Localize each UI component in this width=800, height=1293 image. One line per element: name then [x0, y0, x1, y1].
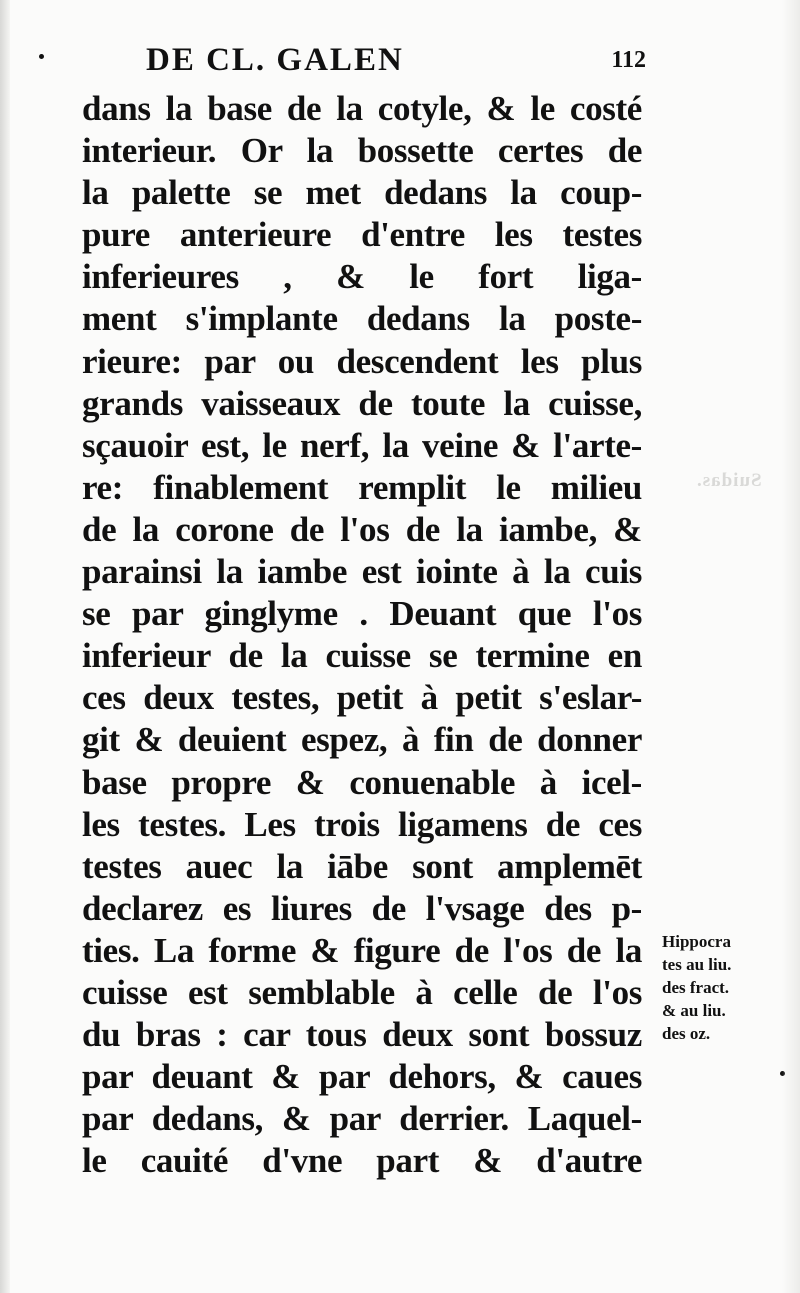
text-line: sçauoir est, le nerf, la veine & l'arte-	[82, 425, 642, 465]
text-line: ces deux testes, petit à petit s'eslar-	[82, 678, 642, 718]
text-line: declarez es liures de l'vsage des p-	[82, 888, 642, 928]
text-line: inferieur de la cuisse se termine en	[82, 636, 642, 676]
text-line: testes auec la iābe sont amplemēt	[82, 846, 642, 886]
text-line: base propre & conuenable à icel-	[82, 762, 642, 802]
text-line: ment s'implante dedans la poste-	[82, 299, 642, 339]
running-title: DE CL. GALEN	[146, 42, 404, 78]
main-text-block	[82, 88, 657, 1182]
text-line: re: finablement remplit le milieu	[82, 467, 642, 507]
text-line: interieur. Or la bossette certes de	[82, 131, 642, 171]
show-through-text: Suidas.	[696, 470, 762, 491]
margin-note-line: Hippocra	[662, 932, 731, 951]
margin-note-line: des fract.	[662, 978, 730, 997]
text-line: cuisse est semblable à celle de l'os	[82, 972, 642, 1012]
margin-note	[662, 930, 788, 1045]
text-line: inferieures , & le fort liga-	[82, 257, 642, 297]
text-line: pure anterieure d'entre les testes	[82, 215, 642, 255]
text-line: par dedans, & par derrier. Laquel-	[82, 1099, 642, 1139]
ink-speck	[39, 54, 44, 59]
text-line: ties. La forme & figure de l'os de la	[82, 930, 642, 970]
page-number: 112	[611, 47, 646, 73]
text-line: parainsi la iambe est iointe à la cuis	[82, 552, 642, 592]
text-line: rieure: par ou descendent les plus	[82, 341, 642, 381]
text-line: grands vaisseaux de toute la cuisse,	[82, 383, 642, 423]
ink-speck	[780, 1071, 785, 1076]
margin-note-line: tes au liu.	[662, 955, 732, 974]
text-line: le cauité d'vne part & d'autre	[82, 1141, 642, 1181]
text-line: du bras : car tous deux sont bossuz	[82, 1015, 642, 1055]
text-line: de la corone de l'os de la iambe, &	[82, 509, 642, 549]
text-line: les testes. Les trois ligamens de ces	[82, 804, 642, 844]
text-line: se par ginglyme . Deuant que l'os	[82, 594, 642, 634]
text-line: la palette se met dedans la coup-	[82, 173, 642, 213]
page-header	[146, 36, 646, 84]
text-line: par deuant & par dehors, & caues	[82, 1057, 642, 1097]
text-line: git & deuient espez, à fin de donner	[82, 720, 642, 760]
margin-note-line: des oz.	[662, 1024, 711, 1043]
margin-note-line: & au liu.	[662, 1001, 726, 1020]
text-line: dans la base de la cotyle, & le costé	[82, 89, 642, 128]
